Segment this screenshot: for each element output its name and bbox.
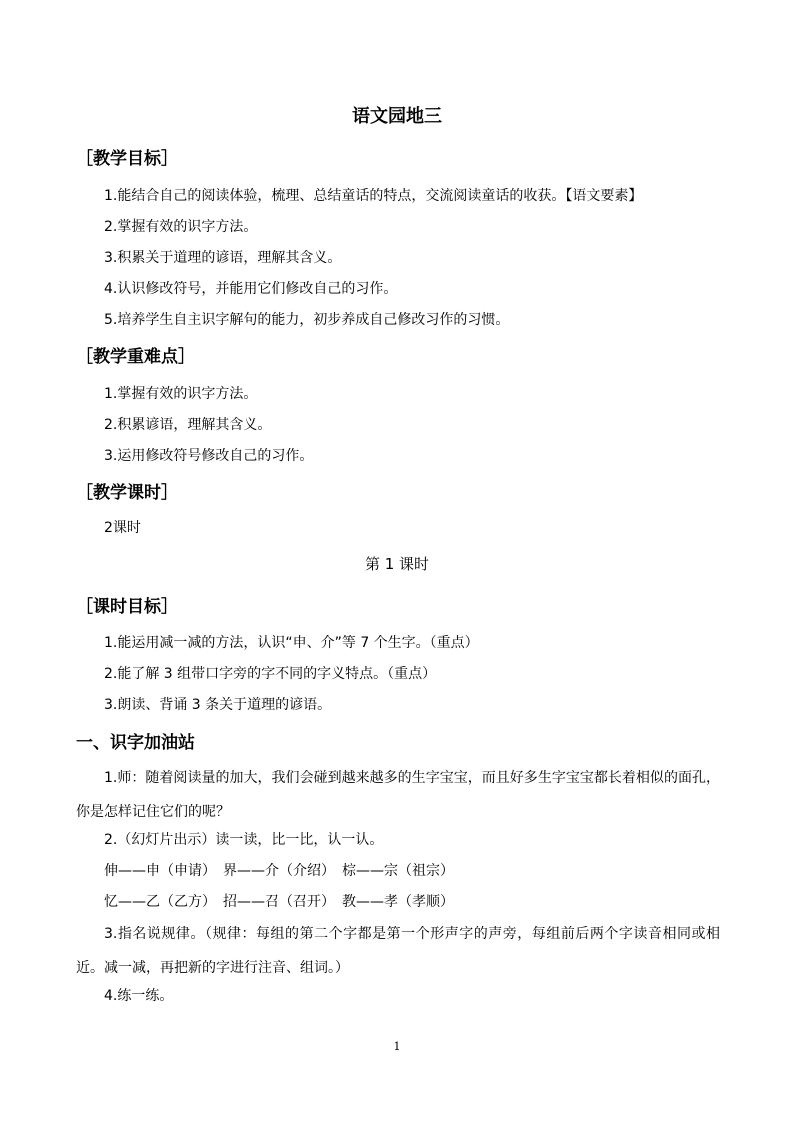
lesson-goal-item: 2.能了解 3 组带口字旁的字不同的字义特点。（重点） (104, 666, 437, 682)
goal-item: 1.能结合自己的阅读体验，梳理、总结童话的特点，交流阅读童话的收获。【语文要素】 (104, 188, 643, 204)
goal-item: 3.积累关于道理的谚语，理解其含义。 (104, 250, 342, 266)
paragraph: 2.（幻灯片出示）读一读，比一比，认一认。 (104, 832, 384, 848)
paragraph: 1.师：随着阅读量的加大，我们会碰到越来越多的生字宝宝，而且好多生字宝宝都长着相似的面孔，你是怎样记住它们的呢？ (76, 770, 720, 820)
lesson-goal-item: 1.能运用减一减的方法，认识“申、介”等 7 个生字。（重点） (104, 635, 479, 651)
section-heading-key-points: ［教学重难点］ (76, 347, 195, 367)
section-heading-lesson-goals: ［课时目标］ (76, 597, 178, 617)
goal-item: 5.培养学生自主识字解句的能力，初步养成自己修改习作的习惯。 (104, 312, 510, 328)
goal-item: 4.认识修改符号，并能用它们修改自己的习作。 (104, 281, 398, 297)
key-point-item: 3.运用修改符号修改自己的习作。 (104, 448, 314, 464)
part-heading: 一、识字加油站 (76, 733, 195, 753)
goal-item: 2.掌握有效的识字方法。 (104, 219, 258, 235)
page-number: 1 (393, 1040, 401, 1053)
character-pair-row: 伸——申（申请） 界——介（介绍） 棕——宗（祖宗） (104, 863, 454, 879)
character-pair-row: 忆——乙（乙方） 招——召（召开） 教——孝（孝顺） (104, 894, 454, 910)
paragraph: 3.指名说规律。（规律：每组的第二个字都是第一个形声字的声旁，每组前后两个字读音相同或相近。减一减，再把新的字进行注音、组词。） (76, 926, 720, 976)
lesson-title: 第 1 课时 (364, 555, 430, 573)
key-point-item: 1.掌握有效的识字方法。 (104, 386, 258, 402)
key-point-item: 2.积累谚语，理解其含义。 (104, 417, 272, 433)
section-heading-teaching-goals: ［教学目标］ (76, 149, 178, 169)
class-hours-text: 2课时 (104, 520, 141, 536)
section-heading-class-hours: ［教学课时］ (76, 483, 178, 503)
lesson-goal-item: 3.朗读、背诵 3 条关于道理的谚语。 (104, 697, 332, 713)
document-title: 语文园地三 (352, 106, 442, 127)
paragraph: 4.练一练。 (104, 988, 174, 1004)
